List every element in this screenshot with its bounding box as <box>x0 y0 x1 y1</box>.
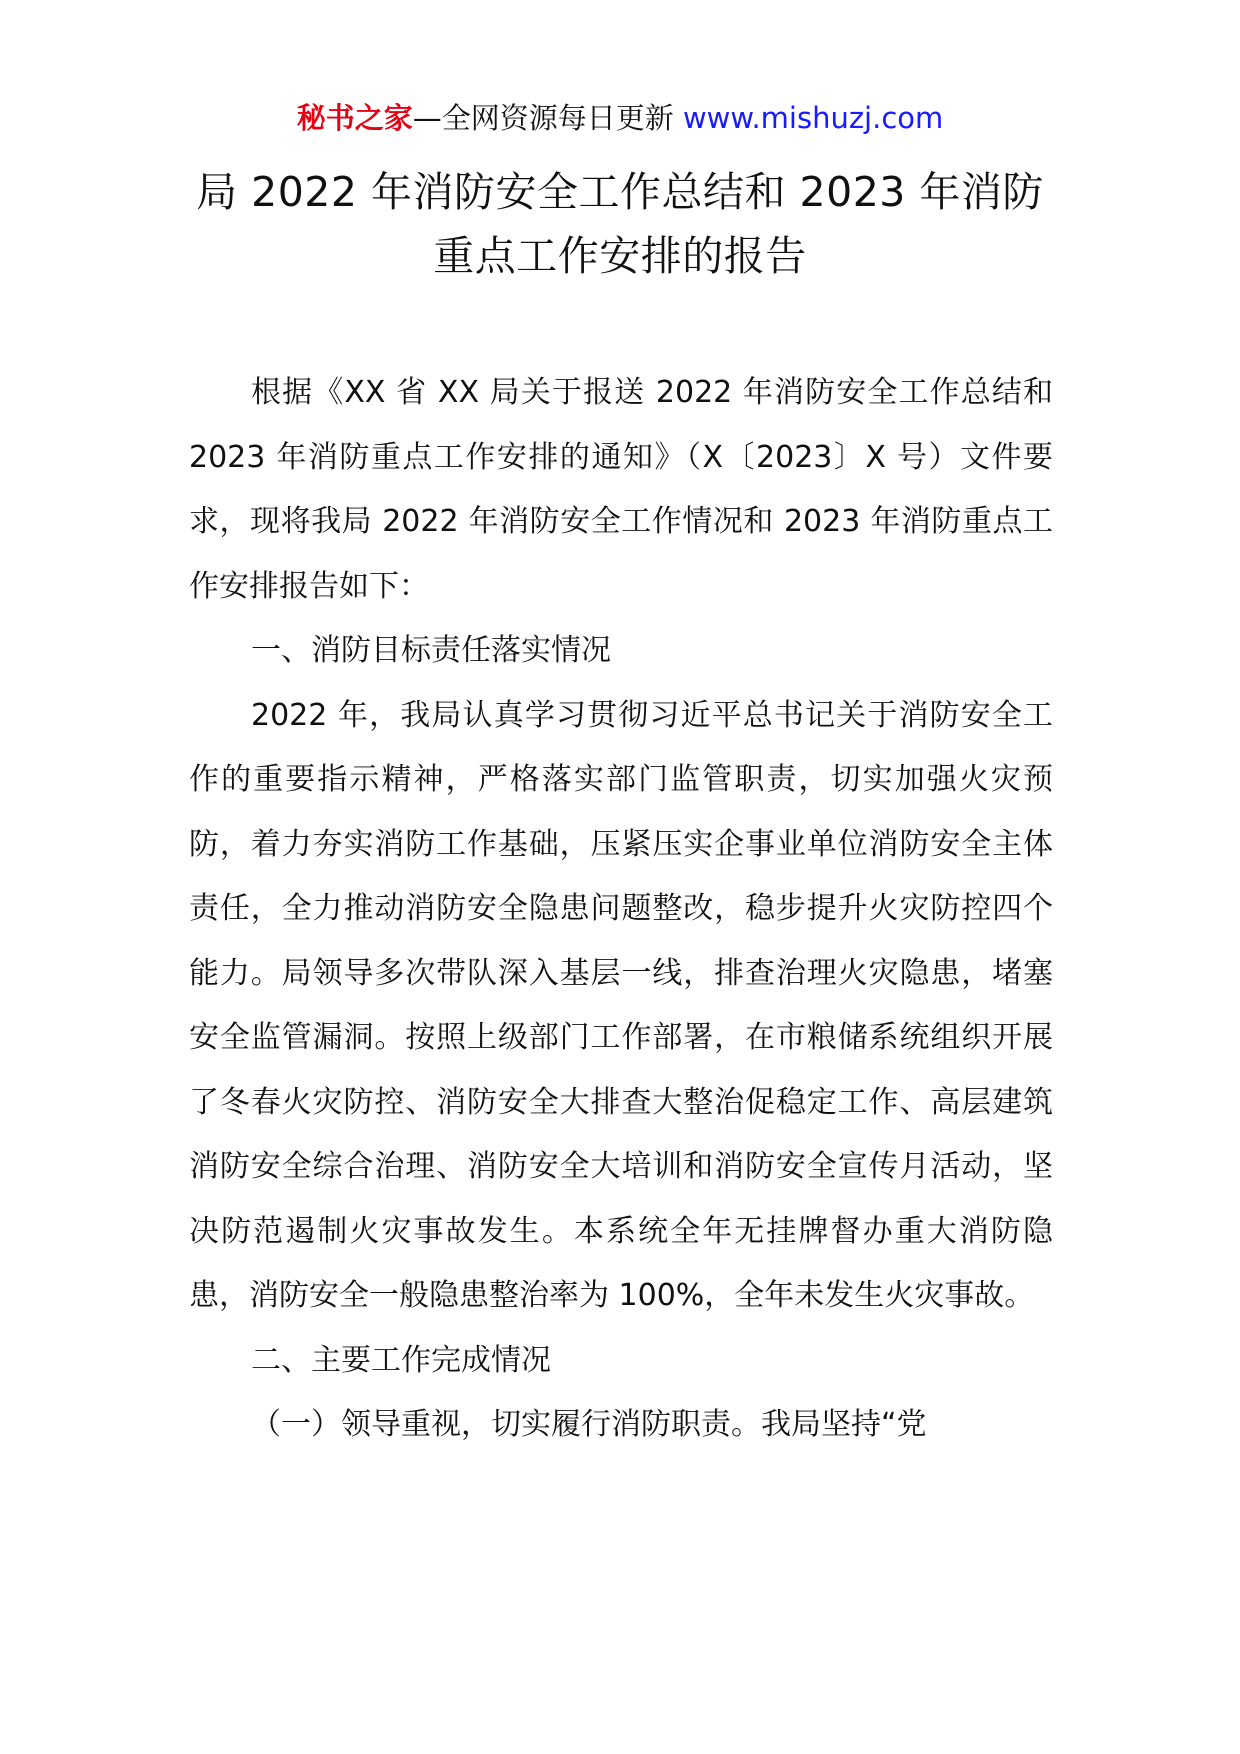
title-line-2: 重点工作安排的报告 <box>433 232 807 280</box>
section-1-heading: 一、消防目标责任落实情况 <box>251 633 611 668</box>
brand-name: 秘书之家 <box>296 101 413 135</box>
header-tagline: —全网资源每日更新 <box>412 101 683 135</box>
site-header <box>0 98 1240 138</box>
document-title <box>120 160 1120 288</box>
section-2-heading: 二、主要工作完成情况 <box>251 1342 551 1378</box>
section-2-item-1: （一）领导重视，切实履行消防职责。我局坚持“党 <box>251 1407 927 1442</box>
site-url[interactable]: www.mishuzj.com <box>682 101 944 135</box>
document-body <box>189 361 1053 1458</box>
title-line-1: 局 2022 年消防安全工作总结和 2023 年消防 <box>196 168 1044 216</box>
intro-paragraph: 根据《XX 省 XX 局关于报送 2022 年消防安全工作总结和 2023 年消防重点工作安排的通知》（X〔2023〕X 号）文件要求，现将我局 2022 年消防安全工作情况和 2023 年消防重点工作安排报告如下： <box>189 375 1053 604</box>
section-1-paragraph: 2022 年，我局认真学习贯彻习近平总书记关于消防安全工作的重要指示精神，严格落实部门监管职责，切实加强火灾预防，着力夯实消防工作基础，压紧压实企事业单位消防安全主体责任，全力推动消防安全隐患问题整改，稳步提升火灾防控四个能力。局领导多次带队深入基层一线，排查治理火灾隐患，堵塞安全监管漏洞。按照上级部门工作部署，在市粮储系统组织开展了冬春火灾防控、消防安全大排查大整治促稳定工作、高层建筑消防安全综合治理、消防安全大培训和消防安全宣传月活动，坚决防范遏制火灾事故发生。本系统全年无挂牌督办重大消防隐患，消防安全一般隐患整治率为 100%，全年未发生火灾事故。 <box>189 697 1053 1313</box>
